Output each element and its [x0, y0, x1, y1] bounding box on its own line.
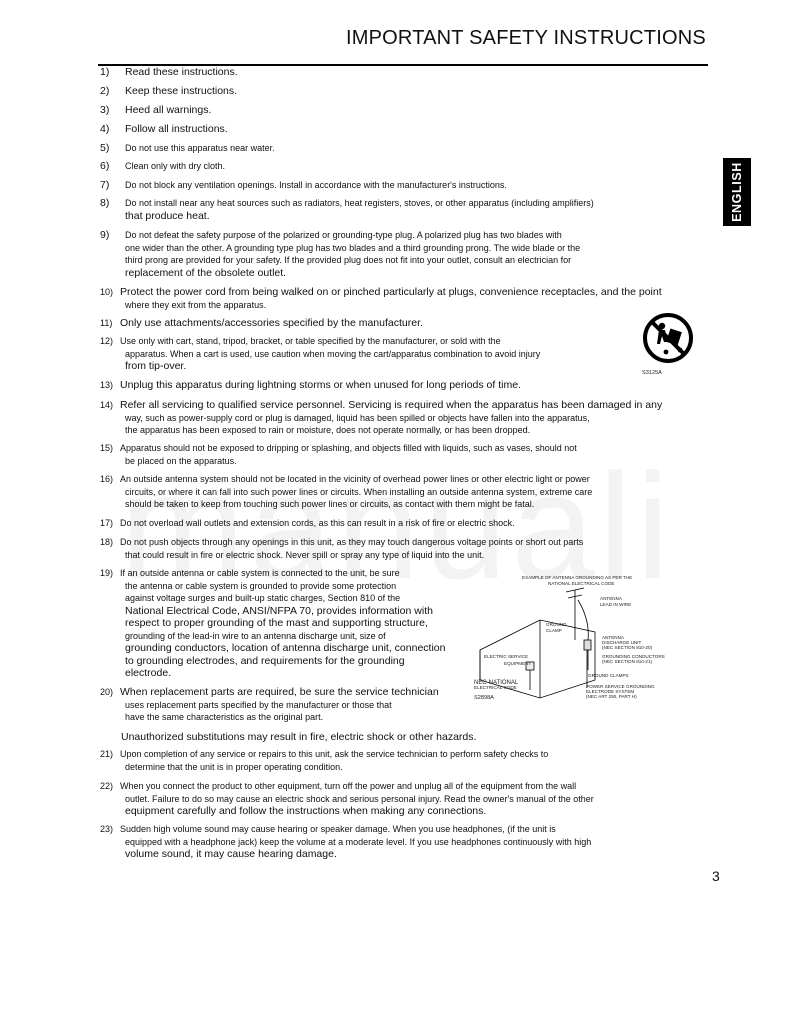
- item-text-line: that could result in fire or electric shock. Never spill or spray any type of liquid into the unit.: [125, 549, 485, 560]
- discharge-label-3: (NEC SECTION 810-20): [602, 645, 653, 650]
- item-text-line: outlet. Failure to do so may cause an electric shock and serious personal injury. Read the owner's manual of the other: [125, 793, 594, 804]
- item-number: 13): [100, 380, 114, 390]
- item-text-line: from tip-over.: [125, 360, 187, 372]
- item-text-line: circuits, or where it can fall into such power lines or circuits. When installing an outside antenna system, extreme care: [125, 486, 593, 497]
- item-number: 12): [100, 336, 114, 346]
- page-title: IMPORTANT SAFETY INSTRUCTIONS: [346, 27, 706, 49]
- item-number: 19): [100, 568, 114, 578]
- instruction-item: [100, 142, 275, 155]
- instruction-item: [100, 335, 540, 373]
- item-text-line: Clean only with dry cloth.: [125, 161, 226, 171]
- ground-clamp-label: GROUND: [546, 622, 567, 627]
- item-text-line: respect to proper grounding of the mast and supporting structure,: [125, 617, 428, 629]
- item-number: 3): [100, 104, 110, 116]
- nec-label-2: ELECTRICAL CODE: [474, 685, 517, 690]
- item-text-line: grounding of the lead-in wire to an antenna discharge unit, size of: [125, 630, 386, 641]
- item-number: 7): [100, 179, 110, 191]
- item-text-line: Only use attachments/accessories specified by the manufacturer.: [120, 317, 423, 329]
- language-tab: ENGLISH: [723, 158, 751, 226]
- instruction-item: [100, 317, 423, 330]
- instruction-item: [100, 229, 580, 279]
- item-text-line: third prong are provided for your safety. If the provided plug does not fit into your outlet, consult an electrician for: [125, 255, 572, 265]
- item-text-line: When you connect the product to other equipment, turn off the power and unplug all of the equipment from the wall: [120, 781, 577, 791]
- diagram-title-line1: EXAMPLE OF ANTENNA GROUNDING AS PER THE: [522, 575, 633, 580]
- item-text-line: Unplug this apparatus during lightning storms or when unused for long periods of time.: [120, 379, 521, 391]
- item-text-line: Do not block any ventilation openings. Install in accordance with the manufacturer's instructions.: [125, 180, 507, 190]
- item-text-line: Use only with cart, stand, tripod, bracket, or table specified by the manufacturer, or sold with the: [120, 336, 501, 346]
- item-number: 9): [100, 229, 110, 241]
- instruction-item: [100, 473, 592, 511]
- item-number: 2): [100, 85, 110, 97]
- item-text-line: National Electrical Code, ANSI/NFPA 70, provides information with: [125, 604, 433, 617]
- diagram-code: S2898A: [474, 695, 494, 701]
- page-number: 3: [712, 868, 720, 884]
- item-number: 23): [100, 824, 114, 834]
- instruction-item: [100, 197, 594, 222]
- instruction-item: [100, 104, 211, 117]
- item-text-line: Do not overload wall outlets and extension cords, as this can result in a risk of fire or electric shock.: [120, 518, 515, 528]
- item-text-line: Do not push objects through any openings in this unit, as they may touch dangerous voltage points or short out parts: [120, 537, 584, 547]
- item-text-line: that produce heat.: [125, 209, 210, 222]
- item-text-line: electrode.: [125, 667, 172, 679]
- instruction-item: [100, 536, 583, 561]
- antenna-label: ANTENNA: [600, 596, 622, 601]
- item-text-line: Unauthorized substitutions may result in fire, electric shock or other hazards.: [121, 731, 477, 743]
- item-text-line: the apparatus has been exposed to rain or moisture, does not operate normally, or has been dropped.: [125, 425, 531, 435]
- item-text-line: An outside antenna system should not be located in the vicinity of overhead power lines or other electric light or power: [120, 474, 590, 484]
- instruction-item: [100, 66, 238, 79]
- instruction-item: [100, 379, 521, 392]
- item-number: 10): [100, 287, 114, 297]
- power-label-3: (NEC ART 250, PART H): [586, 694, 637, 699]
- item-text-line: If an outside antenna or cable system is connected to the unit, be sure: [120, 568, 400, 578]
- item-text-line: against voltage surges and built-up static charges, Section 810 of the: [125, 593, 401, 603]
- item-text-line: Sudden high volume sound may cause hearing or speaker damage. When you use headphones, (if the unit is: [120, 824, 556, 834]
- item-number: 16): [100, 474, 114, 484]
- instruction-item: [100, 517, 515, 530]
- instruction-item: [100, 823, 591, 861]
- instruction-item: [100, 686, 439, 724]
- item-text-line: one wider than the other. A grounding type plug has two blades and a third grounding prong. The wide blade or the: [125, 242, 581, 253]
- item-text-line: Do not install near any heat sources such as radiators, heat registers, stoves, or other apparatus (including amplifiers): [125, 198, 594, 208]
- lead-in-label: LEAD IN WIRE: [600, 602, 632, 607]
- instruction-item: [100, 123, 228, 136]
- item-text-line: equipped with a headphone jack) keep the volume at a moderate level. If you use headphones continuously with high: [125, 836, 592, 847]
- item-number: 8): [100, 197, 110, 209]
- item-number: 20): [100, 687, 114, 697]
- item-number: 11): [100, 318, 113, 328]
- item-text-line: apparatus. When a cart is used, use caution when moving the cart/apparatus combination to avoid injury: [125, 348, 541, 359]
- item-text-line: Heed all warnings.: [125, 104, 212, 116]
- item-text-line: When replacement parts are required, be sure the service technician: [120, 686, 439, 698]
- item-text-line: to grounding electrodes, and requirements for the grounding: [125, 654, 405, 667]
- instruction-item: [100, 160, 225, 173]
- item-number: 18): [100, 537, 114, 547]
- item-text-line: Follow all instructions.: [125, 123, 228, 135]
- ground-clamps-label: GROUND CLAMPS: [588, 673, 629, 678]
- item-text-line: Protect the power cord from being walked on or pinched particularly at plugs, convenience receptacles, and the point: [120, 286, 662, 298]
- item-number: 5): [100, 142, 110, 154]
- instruction-item: [100, 399, 662, 437]
- power-label-2: ELECTRODE SYSTEM: [586, 689, 635, 694]
- item-number: 22): [100, 781, 114, 791]
- instruction-item: [100, 442, 577, 467]
- ground-clamp-label-2: CLAMP: [546, 628, 562, 633]
- instruction-item: [100, 567, 445, 680]
- item-number: 4): [100, 123, 110, 135]
- instruction-item: [100, 731, 476, 744]
- item-number: 15): [100, 443, 114, 453]
- power-label: POWER SERVICE GROUNDING: [586, 684, 655, 689]
- discharge-label: ANTENNA: [602, 635, 624, 640]
- item-number: 17): [100, 518, 114, 528]
- item-text-line: Refer all servicing to qualified service personnel. Servicing is required when the apparatus has been damaged in any: [120, 399, 663, 411]
- conductors-label-2: (NEC SECTION 810-21): [602, 659, 653, 664]
- discharge-label-2: DISCHARGE UNIT: [602, 640, 642, 645]
- antenna-grounding-diagram: [470, 570, 710, 710]
- item-text-line: volume sound, it may cause hearing damage.: [125, 848, 337, 860]
- item-text-line: be placed on the apparatus.: [125, 455, 237, 466]
- discharge-unit: [584, 640, 591, 650]
- item-text-line: uses replacement parts specified by the manufacturer or those that: [125, 699, 392, 710]
- cart-warning-figure: [640, 308, 700, 378]
- item-text-line: have the same characteristics as the original part.: [125, 712, 324, 722]
- item-text-line: Apparatus should not be exposed to dripping or splashing, and objects filled with liquids, such as vases, should not: [120, 443, 577, 453]
- item-text-line: Upon completion of any service or repairs to this unit, ask the service technician to perform safety checks to: [120, 749, 549, 759]
- item-text-line: the antenna or cable system is grounded to provide some protection: [125, 580, 397, 591]
- item-text-line: equipment carefully and follow the instructions when making any connections.: [125, 805, 487, 817]
- item-text-line: determine that the unit is in proper operating condition.: [125, 761, 343, 772]
- instruction-item: [100, 286, 662, 311]
- item-number: 6): [100, 160, 110, 172]
- item-text-line: Do not use this apparatus near water.: [125, 143, 275, 153]
- instruction-item: [100, 85, 237, 98]
- item-number: 1): [100, 66, 110, 78]
- item-text-line: where they exit from the apparatus.: [125, 299, 267, 310]
- service-label-2: EQUIPMENT: [504, 661, 532, 666]
- instruction-item: [100, 179, 507, 192]
- item-text-line: replacement of the obsolete outlet.: [125, 266, 287, 279]
- conductors-label: GROUNDING CONDUCTORS: [602, 654, 665, 659]
- item-text-line: Read these instructions.: [125, 66, 238, 78]
- instruction-item: [100, 780, 594, 818]
- service-label: ELECTRIC SERVICE: [484, 654, 529, 659]
- item-text-line: Do not defeat the safety purpose of the polarized or grounding-type plug. A polarized plug has two blades with: [125, 230, 562, 240]
- nec-label: NEC-NATIONAL: [474, 680, 519, 686]
- instruction-item: [100, 748, 548, 773]
- item-text-line: grounding conductors, location of antenna discharge unit, connection: [125, 642, 446, 654]
- item-text-line: way, such as power-supply cord or plug is damaged, liquid has been spilled or objects have fallen into the apparatus,: [125, 412, 590, 423]
- item-number: 21): [100, 749, 114, 759]
- item-text-line: should be taken to keep from touching such power lines or circuits, as contact with them might be fatal.: [125, 499, 535, 509]
- cart-figure-code: S3125A: [642, 370, 662, 376]
- item-number: 14): [100, 400, 114, 410]
- diagram-title-line2: NATIONAL ELECTRICAL CODE: [548, 581, 615, 586]
- item-text-line: Keep these instructions.: [125, 85, 238, 97]
